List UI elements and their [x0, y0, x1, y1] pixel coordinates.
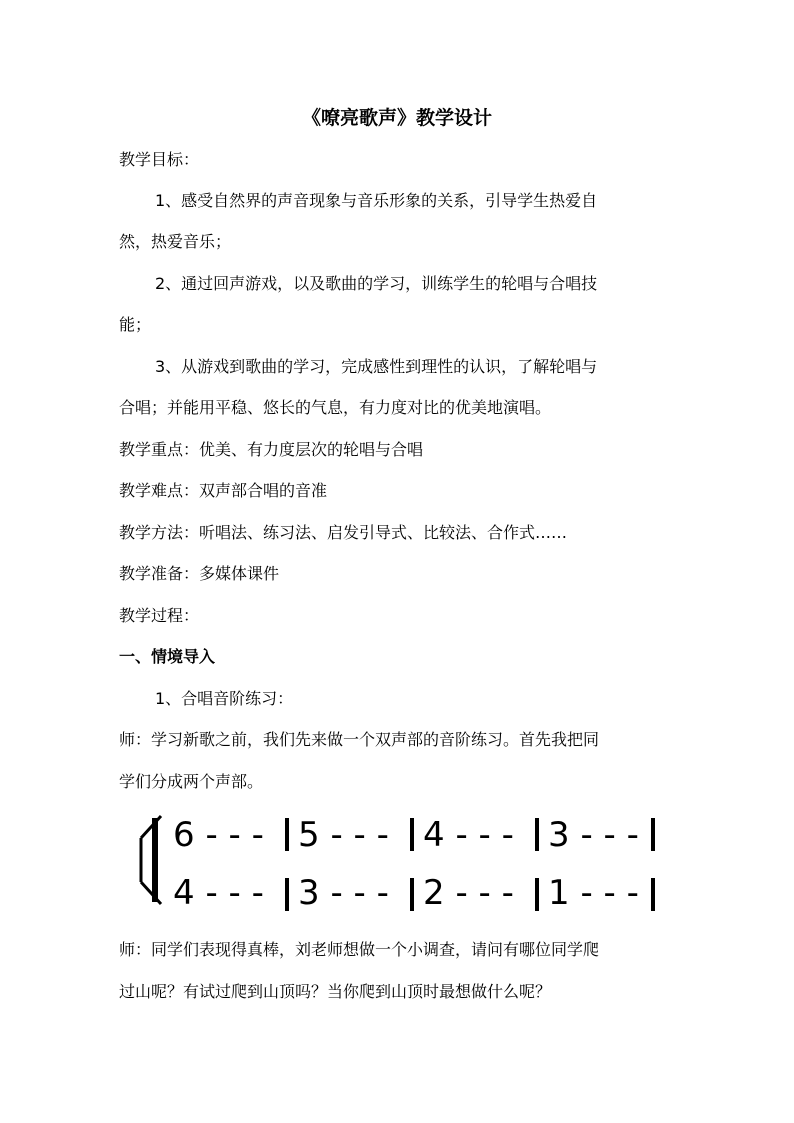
objective-2-line-2: 能； [119, 315, 152, 334]
teacher-paragraph-2-line-2: 过山呢？有试过爬到山顶吗？当你爬到山顶时最想做什么呢？ [119, 982, 552, 1001]
teacher-paragraph-1-line-2: 学们分成两个声部。 [119, 772, 264, 791]
methods: 教学方法：听唱法、练习法、启发引导式、比较法、合作式…… [119, 523, 568, 542]
document-title: 《嘹亮歌声》教学设计 [301, 107, 492, 129]
teacher-paragraph-2-line-1: 师：同学们表现得真棒，刘老师想做一个小调查，请问有哪位同学爬 [119, 940, 600, 959]
section-heading-1: 一、情境导入 [119, 647, 216, 666]
upper-measure-2: 5 - - - [298, 815, 389, 855]
upper-barline-1 [285, 818, 289, 851]
step-1: 1、合唱音阶练习： [155, 689, 294, 708]
lower-measure-4: 1 - - - [548, 873, 639, 913]
lower-measure-2: 3 - - - [298, 873, 389, 913]
process-label: 教学过程： [119, 606, 200, 625]
objective-3-line-1: 3、从游戏到歌曲的学习，完成感性到理性的认识，了解轮唱与 [155, 357, 598, 376]
upper-measure-4: 3 - - - [548, 815, 639, 855]
objective-1-line-2: 然，热爱音乐； [119, 232, 232, 251]
objectives-label: 教学目标： [119, 150, 200, 169]
lower-barline-1 [285, 878, 289, 911]
lower-barline-2 [410, 878, 414, 911]
teacher-paragraph-1-line-1: 师：学习新歌之前，我们先来做一个双声部的音阶练习。首先我把同 [119, 730, 600, 749]
score-bracket [141, 816, 161, 904]
upper-barline-3 [535, 818, 539, 851]
scale-exercise-score [131, 812, 671, 918]
upper-measure-1: 6 - - - [173, 815, 264, 855]
objective-1-line-1: 1、感受自然界的声音现象与音乐形象的关系，引导学生热爱自 [155, 191, 598, 210]
preparation: 教学准备：多媒体课件 [119, 564, 280, 583]
upper-measure-3: 4 - - - [423, 815, 514, 855]
upper-barline-2 [410, 818, 414, 851]
lower-measure-1: 4 - - - [173, 873, 264, 913]
lower-barline-3 [535, 878, 539, 911]
objective-3-line-2: 合唱；并能用平稳、悠长的气息，有力度对比的优美地演唱。 [119, 398, 552, 417]
key-points: 教学重点：优美、有力度层次的轮唱与合唱 [119, 440, 424, 459]
objective-2-line-1: 2、通过回声游戏，以及歌曲的学习，训练学生的轮唱与合唱技 [155, 274, 598, 293]
lower-measure-3: 2 - - - [423, 873, 514, 913]
difficulties: 教学难点：双声部合唱的音准 [119, 481, 328, 500]
upper-barline-4 [651, 818, 655, 851]
lower-barline-4 [651, 878, 655, 911]
